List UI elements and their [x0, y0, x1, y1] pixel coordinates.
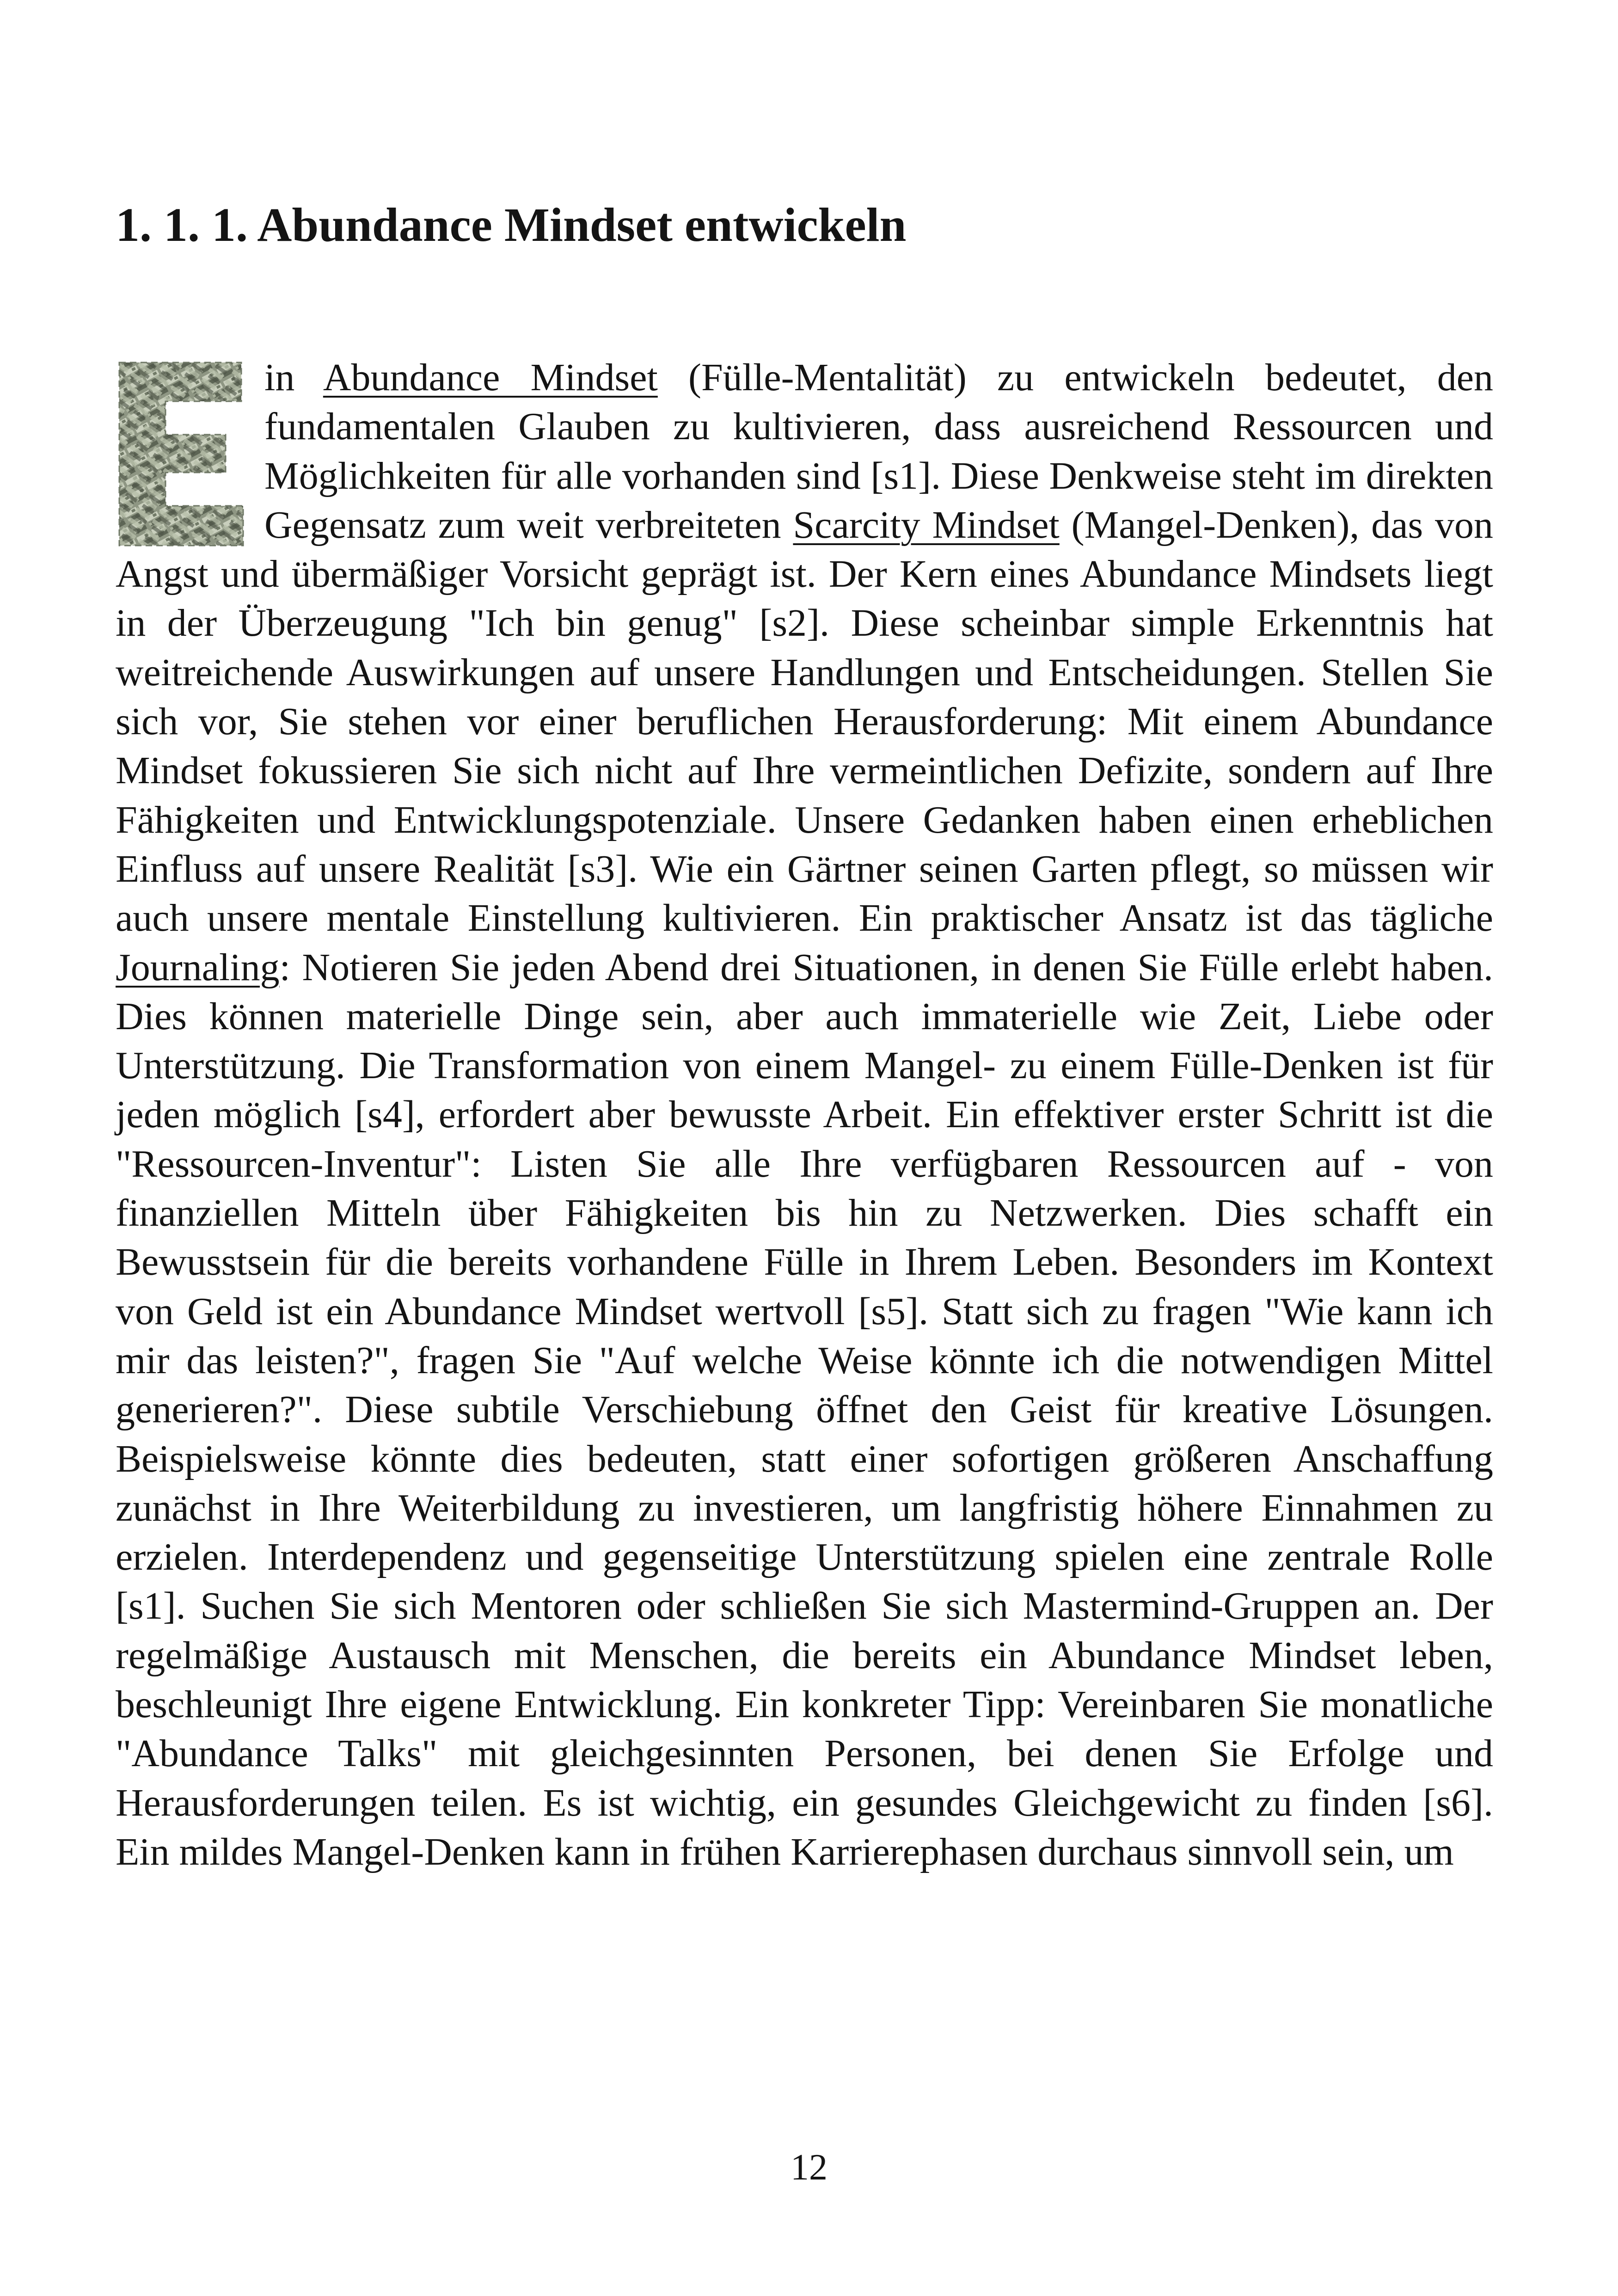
term-abundance-mindset: Abundance Mindset: [323, 356, 658, 399]
page-number: 12: [791, 2147, 827, 2188]
body-paragraph: [116, 353, 1493, 1877]
term-scarcity-mindset: Scarcity Mindset: [793, 503, 1060, 546]
dropcap-e-image: [116, 359, 246, 549]
paragraph-text-1: in: [264, 356, 323, 399]
paragraph-text-4: : Notieren Sie jeden Abend drei Situationen, in denen Sie Fülle erlebt haben. Dies können materielle Dinge sein, aber auch immaterielle wie Zeit, Liebe oder Unterstützung. Die Transformation von einem Mangel- zu einem Fülle-Denken ist für jeden möglich [s4], erfordert aber bewusste Arbeit. Ein effektiver erster Schritt ist die "Ressourcen-Inventur": Listen Sie alle Ihre verfügbaren Ressourcen auf - von finanziellen Mitteln über Fähigkeiten bis hin zu Netzwerken. Dies schafft ein Bewusstsein für die bereits vorhandene Fülle in Ihrem Leben. Besonders im Kontext von Geld ist ein Abundance Mindset wertvoll [s5]. Statt sich zu fragen "Wie kann ich mir das leisten?", fragen Sie "Auf welche Weise könnte ich die notwendigen Mittel generieren?". Diese subtile Verschiebung öffnet den Geist für kreative Lösungen. Beispielsweise könnte dies bedeuten, statt einer sofortigen größeren Anschaffung zunächst in Ihre Weiterbildung zu investieren, um langfristig höhere Einnahmen zu erzielen. Interdependenz und gegenseitige Unterstützung spielen eine zentrale Rolle [s1]. Suchen Sie sich Mentoren oder schließen Sie sich Mastermind-Gruppen an. Der regelmäßige Austausch mit Menschen, die bereits ein Abundance Mindset leben, beschleunigt Ihre eigene Entwicklung. Ein konkreter Tipp: Vereinbaren Sie monatliche "Abundance Talks" mit gleichgesinnten Personen, bei denen Sie Erfolge und Herausforderungen teilen. Es ist wichtig, ein gesundes Gleichgewicht zu finden [s6]. Ein mildes Mangel-Denken kann in frühen Karrierephasen durchaus sinnvoll sein, um: [116, 945, 1493, 1873]
term-journaling: Journaling: [116, 945, 280, 989]
paragraph-text-3: (Mangel-Denken), das von Angst und übermäßiger Vorsicht geprägt ist. Der Kern eines Abundance Mindsets liegt in der Überzeugung "Ich bin genug" [s2]. Diese scheinbar simple Erkenntnis hat weitreichende Auswirkungen auf unsere Handlungen und Entscheidungen. Stellen Sie sich vor, Sie stehen vor einer beruflichen Herausforderung: Mit einem Abundance Mindset fokussieren Sie sich nicht auf Ihre vermeintlichen Defizite, sondern auf Ihre Fähigkeiten und Entwicklungspotenziale. Unsere Gedanken haben einen erheblichen Einfluss auf unsere Realität [s3]. Wie ein Gärtner seinen Garten pflegt, so müssen wir auch unsere mentale Einstellung kultivieren. Ein praktischer Ansatz ist das tägliche: [116, 503, 1493, 940]
document-page: [116, 0, 1502, 2296]
dropcap-letter-e: [116, 359, 246, 549]
section-heading: 1. 1. 1. Abundance Mindset entwickeln: [116, 198, 907, 252]
paragraph-text-2: (Fülle-Mentalität) zu entwickeln bedeutet, den fundamentalen Glauben zu kultivieren, dass ausreichend Ressourcen und Möglichkeiten für alle vorhanden sind [s1]. Diese Denkweise steht im direkten Gegensatz zum weit verbreiteten: [264, 356, 1493, 546]
